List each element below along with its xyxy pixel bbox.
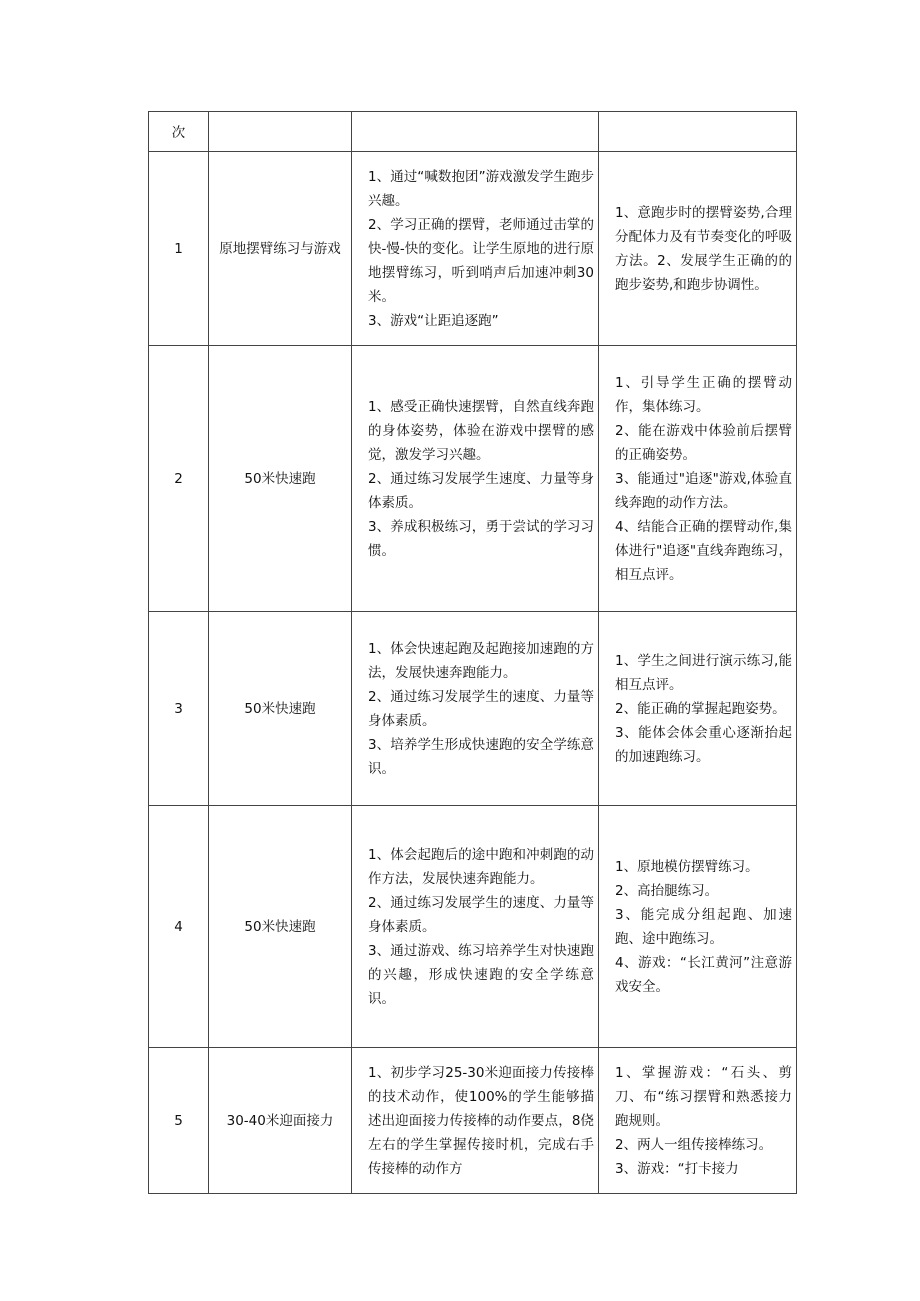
goal-item: 3、通过游戏、练习培养学生对快速跑的兴趣，形成快速跑的安全学练意识。 (368, 942, 594, 1007)
table-row-header-fragment (149, 112, 797, 152)
point-item: 3、能完成分组起跑、加速跑、途中跑练习。 (615, 906, 792, 947)
lesson-goals (352, 806, 599, 1048)
lesson-goals (352, 346, 599, 612)
lesson-number: 4 (149, 806, 209, 1048)
table-row (149, 806, 797, 1048)
point-item: 2、能在游戏中体验前后摆臂的正确姿势。 (615, 422, 792, 463)
goal-item: 1、初步学习25-30米迎面接力传接棒的技术动作，使100%的学生能够描述出迎面接力传接棒的动作要点，8侥左右的学生掌握传接时机，完成右手传接棒的动作方 (368, 1064, 594, 1177)
goal-item: 1、通过“喊数抱团”游戏激发学生跑步兴趣。 (368, 168, 594, 209)
lesson-goals (352, 1048, 599, 1194)
goal-item: 2、通过练习发展学生的速度、力量等身体素质。 (368, 894, 594, 935)
table-row (149, 1048, 797, 1194)
point-item: 3、能体会体会重心逐渐抬起的加速跑练习。 (615, 724, 792, 765)
goal-item: 1、感受正确快速摆臂，自然直线奔跑的身体姿势，体验在游戏中摆臂的感觉，激发学习兴趣。 (368, 398, 594, 463)
lesson-plan-table (148, 111, 797, 1194)
goal-item: 3、培养学生形成快速跑的安全学练意识。 (368, 736, 594, 777)
point-item: 3、游戏：“打卡接力 (615, 1160, 739, 1177)
lesson-key-points (599, 1048, 797, 1194)
lesson-key-points (599, 806, 797, 1048)
lesson-number-header: 次 (149, 112, 209, 152)
point-item: 1、原地模仿摆臂练习。 (615, 858, 759, 875)
empty-cell (599, 112, 797, 152)
goal-item: 1、体会起跑后的途中跑和冲刺跑的动作方法，发展快速奔跑能力。 (368, 846, 594, 887)
lesson-key-points (599, 612, 797, 806)
goal-item: 1、体会快速起跑及起跑接加速跑的方法，发展快速奔跑能力。 (368, 640, 594, 681)
lesson-content: 50米快速跑 (209, 806, 352, 1048)
point-item: 2、两人一组传接棒练习。 (615, 1136, 773, 1153)
lesson-number: 1 (149, 152, 209, 346)
point-item: 1、意跑步时的摆臂姿势,合理分配体力及有节奏变化的呼吸方法。2、发展学生正确的的跑步姿势,和跑步协调性。 (615, 204, 792, 293)
goal-item: 2、学习正确的摆臂，老师通过击掌的快-慢-快的变化。让学生原地的进行原地摆臂练习，听到哨声后加速冲刺30米。 (368, 216, 594, 305)
goal-item: 2、通过练习发展学生的速度、力量等身体素质。 (368, 688, 594, 729)
table-row (149, 612, 797, 806)
lesson-content: 原地摆臂练习与游戏 (209, 152, 352, 346)
goal-item: 3、游戏“让距追逐跑” (368, 312, 499, 329)
point-item: 3、能通过"追逐"游戏,体验直线奔跑的动作方法。 (615, 470, 792, 511)
point-item: 2、高抬腿练习。 (615, 882, 719, 899)
lesson-number: 3 (149, 612, 209, 806)
lesson-number: 5 (149, 1048, 209, 1194)
lesson-key-points (599, 152, 797, 346)
lesson-key-points (599, 346, 797, 612)
lesson-goals (352, 612, 599, 806)
point-item: 2、能正确的掌握起跑姿势。 (615, 700, 786, 717)
table-row (149, 346, 797, 612)
point-item: 1、学生之间进行演示练习,能相互点评。 (615, 652, 792, 693)
lesson-content: 50米快速跑 (209, 346, 352, 612)
goal-item: 2、通过练习发展学生速度、力量等身体素质。 (368, 470, 594, 511)
lesson-content: 50米快速跑 (209, 612, 352, 806)
goal-item: 3、养成积极练习，勇于尝试的学习习惯。 (368, 518, 594, 559)
point-item: 1、引导学生正确的摆臂动作，集体练习。 (615, 374, 792, 415)
point-item: 4、结能合正确的摆臂动作,集体进行"追逐"直线奔跑练习，相互点评。 (615, 518, 792, 583)
point-item: 4、游戏：“长江黄河”注意游戏安全。 (615, 954, 792, 995)
empty-cell (352, 112, 599, 152)
point-item: 1、掌握游戏：“石头、剪刀、布“练习摆臂和熟悉接力跑规则。 (615, 1064, 792, 1129)
table-row (149, 152, 797, 346)
lesson-goals (352, 152, 599, 346)
empty-cell (209, 112, 352, 152)
lesson-content: 30-40米迎面接力 (209, 1048, 352, 1194)
lesson-number: 2 (149, 346, 209, 612)
